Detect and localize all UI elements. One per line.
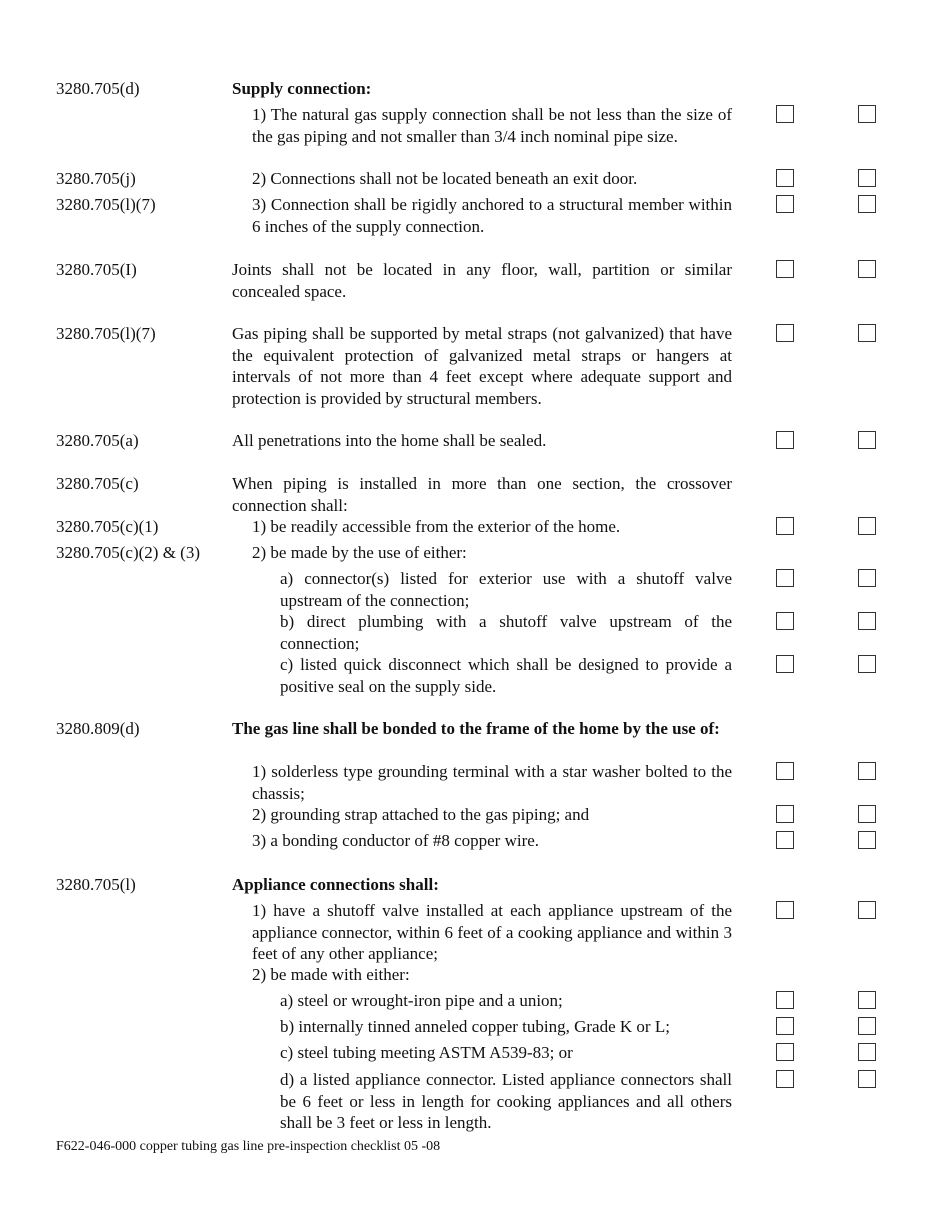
checklist-checkbox-col1[interactable] (776, 105, 794, 123)
section-heading: Appliance connections shall: (232, 875, 439, 894)
checklist-checkbox-col2[interactable] (858, 195, 876, 213)
checklist-checkbox-col1[interactable] (776, 431, 794, 449)
checklist-item-text: a) steel or wrought-iron pipe and a union; (280, 991, 563, 1010)
checklist-checkbox-col1[interactable] (776, 1043, 794, 1061)
checklist-checkbox-col1[interactable] (776, 260, 794, 278)
checklist-checkbox-col2[interactable] (858, 655, 876, 673)
checklist-checkbox-col2[interactable] (858, 260, 876, 278)
checklist-checkbox-col1[interactable] (776, 762, 794, 780)
checklist-checkbox-col2[interactable] (858, 1043, 876, 1061)
section-heading: The gas line shall be bonded to the frame of the home by the use of: (232, 719, 720, 738)
page-footer: F622-046-000 copper tubing gas line pre-inspection checklist 05 -08 (56, 1139, 441, 1154)
row-code: 3280.705(d) (56, 79, 140, 98)
row-code: 3280.705(l) (56, 875, 136, 894)
checklist-checkbox-col1[interactable] (776, 324, 794, 342)
checklist-checkbox-col2[interactable] (858, 105, 876, 123)
checklist-checkbox-col2[interactable] (858, 1017, 876, 1035)
checklist-checkbox-col1[interactable] (776, 612, 794, 630)
row-code: 3280.705(c) (56, 474, 139, 493)
checklist-checkbox-col2[interactable] (858, 805, 876, 823)
row-code: 3280.705(l)(7) (56, 324, 156, 343)
checklist-item-text: 2) Connections shall not be located beneath an exit door. (252, 169, 638, 188)
checklist-item-text: a) connector(s) listed for exterior use with a shutoff valve upstream of the connection; (280, 569, 732, 610)
checklist-item-text: 1) The natural gas supply connection shall be not less than the size of the gas piping and not smaller than 3/4 inch nominal pipe size. (252, 105, 732, 146)
checklist-checkbox-col2[interactable] (858, 431, 876, 449)
checklist-item-text: When piping is installed in more than one section, the crossover connection shall: (232, 474, 732, 515)
checklist-item-text: c) listed quick disconnect which shall be designed to provide a positive seal on the supply side. (280, 655, 732, 696)
row-code: 3280.705(c)(2) & (3) (56, 543, 200, 562)
checklist-checkbox-col1[interactable] (776, 569, 794, 587)
checklist-item-text: 2) be made by the use of either: (252, 543, 467, 562)
checklist-item-text: Gas piping shall be supported by metal straps (not galvanized) that have the equivalent protection of galvanized metal straps or hangers at intervals of not more than 4 feet except where adequate support and protection is provided by structural members. (232, 324, 732, 408)
checklist-checkbox-col1[interactable] (776, 517, 794, 535)
row-code: 3280.705(c)(1) (56, 517, 159, 536)
checklist-checkbox-col2[interactable] (858, 612, 876, 630)
checklist-checkbox-col1[interactable] (776, 901, 794, 919)
checklist-checkbox-col2[interactable] (858, 517, 876, 535)
checklist-checkbox-col1[interactable] (776, 169, 794, 187)
row-code: 3280.705(I) (56, 260, 137, 279)
checklist-checkbox-col2[interactable] (858, 569, 876, 587)
checklist-item-text: c) steel tubing meeting ASTM A539-83; or (280, 1043, 573, 1062)
checklist-checkbox-col1[interactable] (776, 1070, 794, 1088)
checklist-item-text: 3) a bonding conductor of #8 copper wire. (252, 831, 540, 850)
checklist-checkbox-col2[interactable] (858, 762, 876, 780)
checklist-item-text: Joints shall not be located in any floor, wall, partition or similar concealed space. (232, 260, 732, 301)
row-code: 3280.809(d) (56, 719, 140, 738)
checklist-checkbox-col1[interactable] (776, 655, 794, 673)
checklist-checkbox-col1[interactable] (776, 195, 794, 213)
checklist-item-text: b) internally tinned anneled copper tubing, Grade K or L; (280, 1017, 670, 1036)
checklist-item-text: 2) be made with either: (252, 965, 410, 984)
checklist-checkbox-col1[interactable] (776, 805, 794, 823)
checklist-item-text: 1) be readily accessible from the exterior of the home. (252, 517, 621, 536)
row-code: 3280.705(j) (56, 169, 136, 188)
checklist-item-text: All penetrations into the home shall be sealed. (232, 431, 547, 450)
checklist-checkbox-col2[interactable] (858, 991, 876, 1009)
checklist-item-text: 1) have a shutoff valve installed at each appliance upstream of the appliance connector, within 6 feet of a cooking appliance and within 3 feet of any other appliance; (252, 901, 732, 963)
section-heading: Supply connection: (232, 79, 372, 98)
checklist-item-text: b) direct plumbing with a shutoff valve upstream of the connection; (280, 612, 732, 653)
checklist-item-text: d) a listed appliance connector. Listed appliance connectors shall be 6 feet or less in length for cooking appliances and all others shall be 3 feet or less in length. (280, 1070, 732, 1132)
checklist-checkbox-col2[interactable] (858, 1070, 876, 1088)
checklist-checkbox-col2[interactable] (858, 169, 876, 187)
checklist-item-text: 2) grounding strap attached to the gas piping; and (252, 805, 590, 824)
checklist-checkbox-col2[interactable] (858, 831, 876, 849)
checklist-item-text: 3) Connection shall be rigidly anchored to a structural member within 6 inches of the supply connection. (252, 195, 732, 236)
row-code: 3280.705(l)(7) (56, 195, 156, 214)
checklist-checkbox-col2[interactable] (858, 901, 876, 919)
checklist-checkbox-col1[interactable] (776, 1017, 794, 1035)
checklist-checkbox-col2[interactable] (858, 324, 876, 342)
checklist-checkbox-col1[interactable] (776, 831, 794, 849)
checklist-item-text: 1) solderless type grounding terminal with a star washer bolted to the chassis; (252, 762, 732, 803)
checklist-checkbox-col1[interactable] (776, 991, 794, 1009)
row-code: 3280.705(a) (56, 431, 139, 450)
